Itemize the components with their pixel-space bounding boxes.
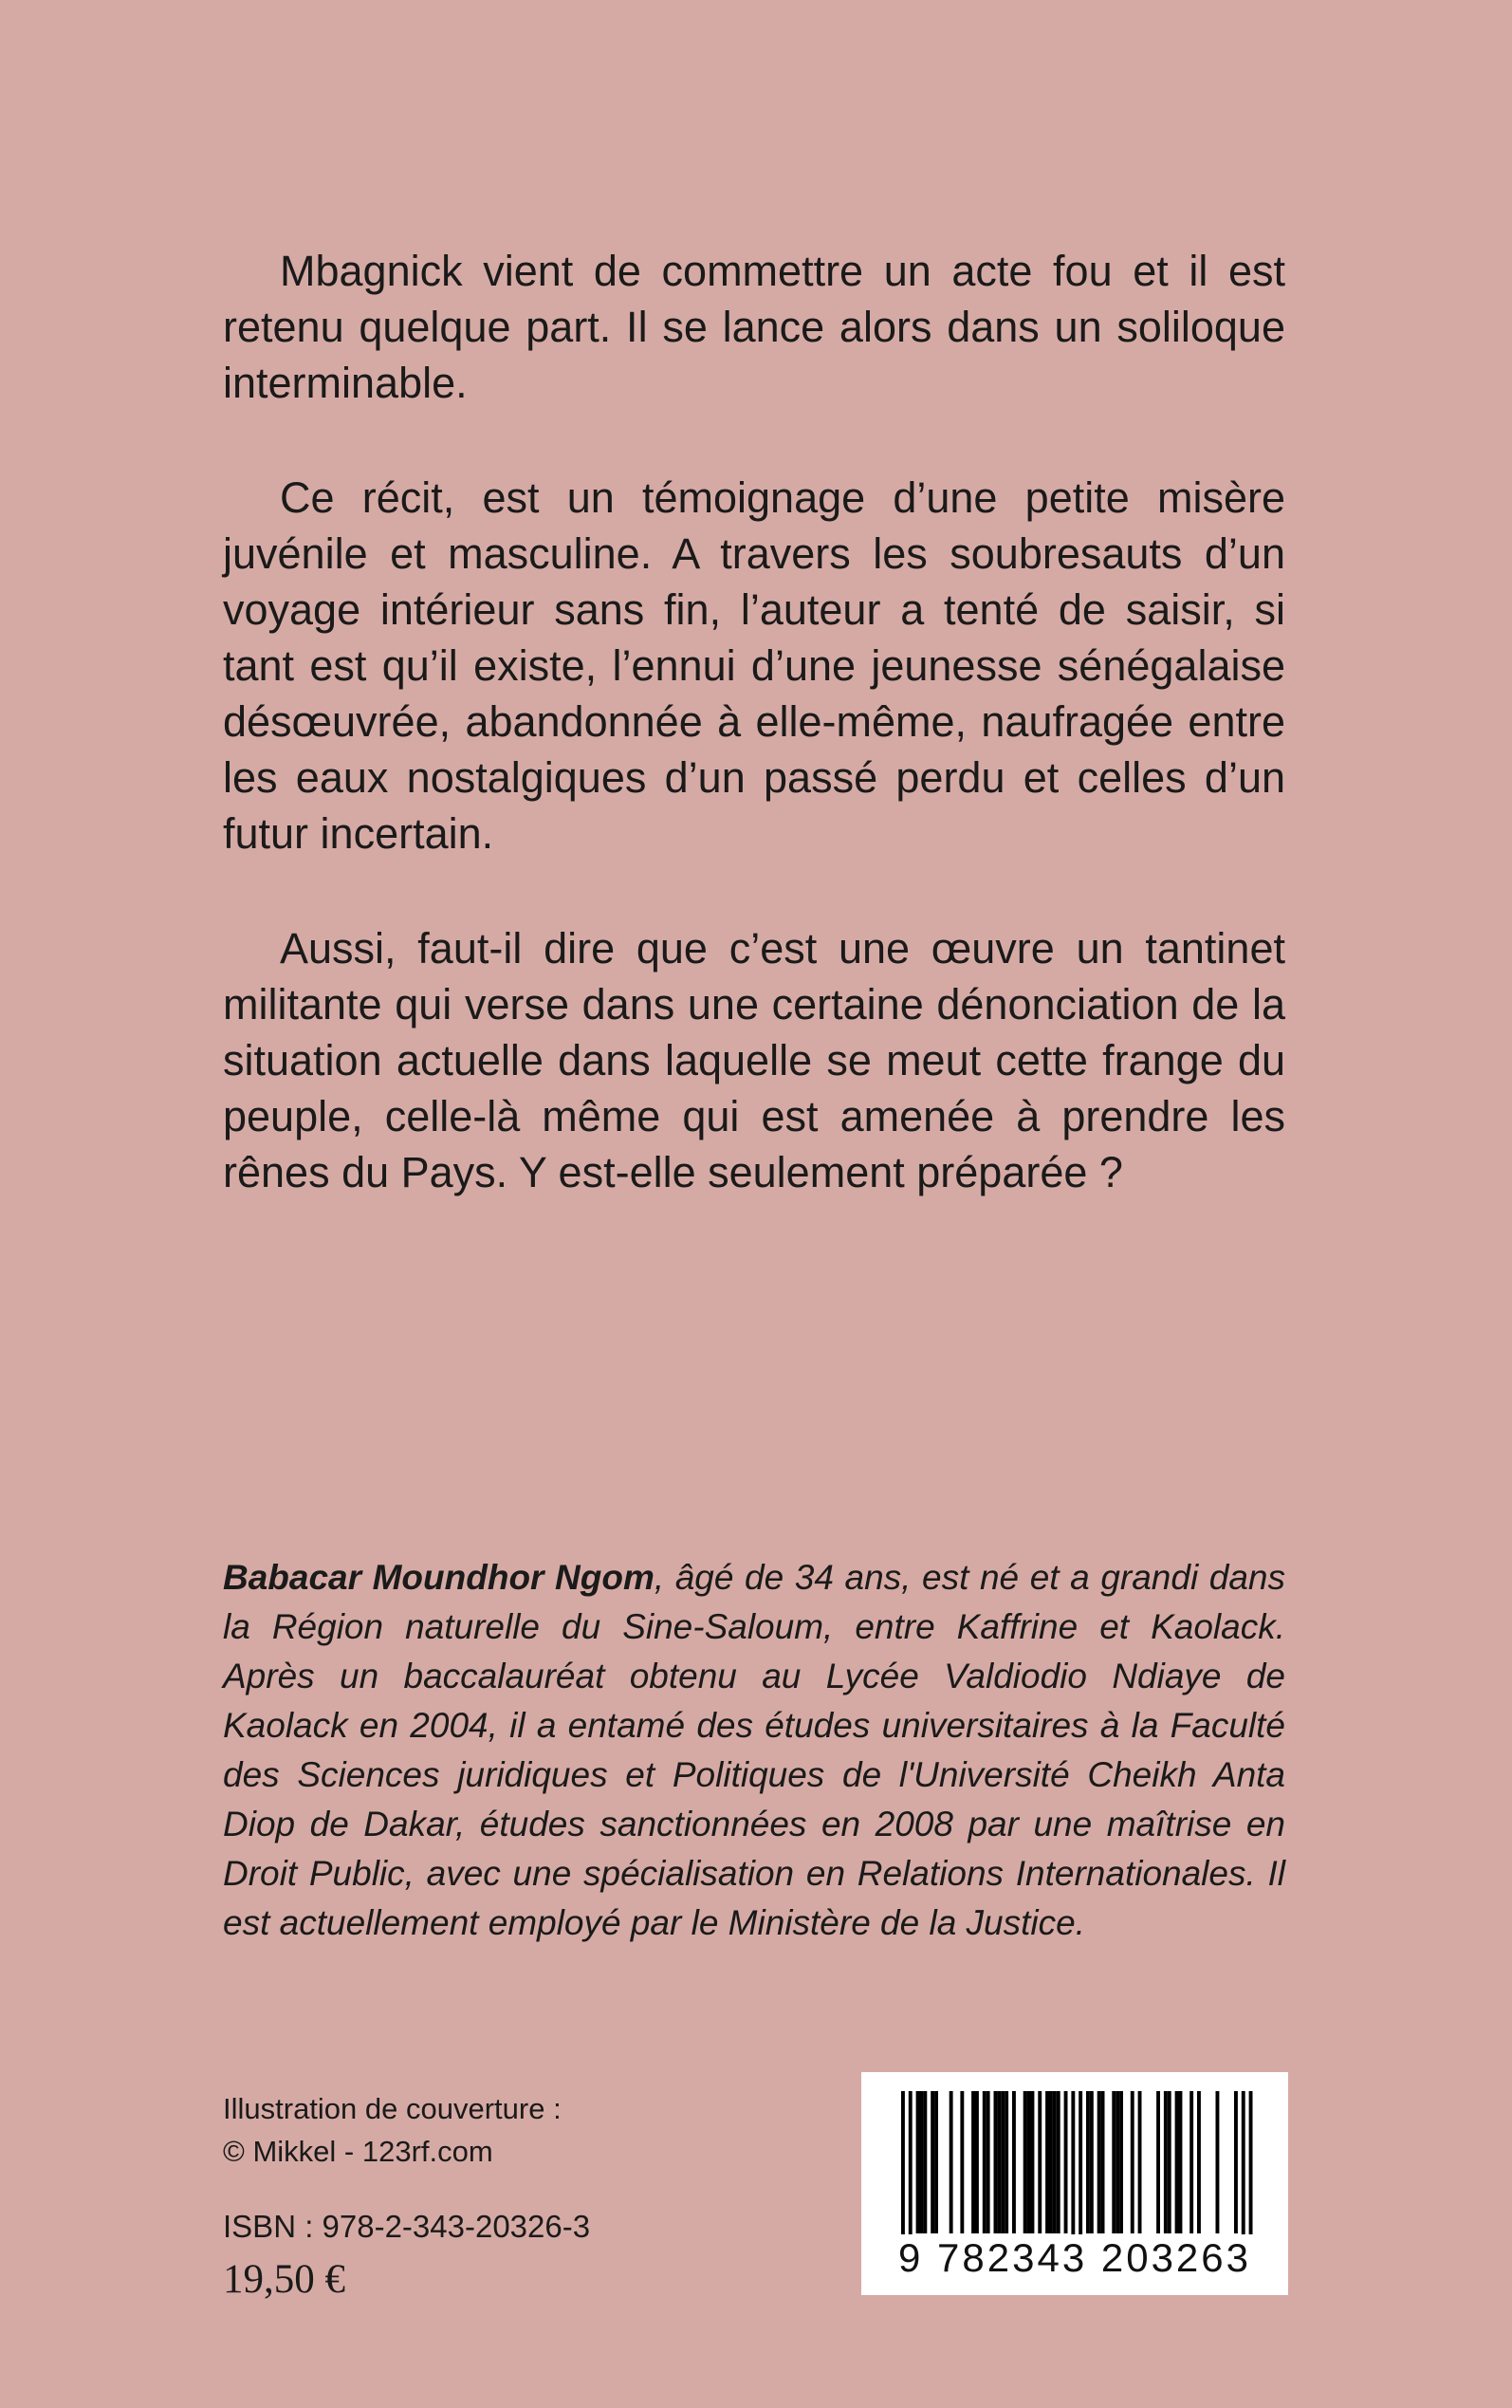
barcode-bar xyxy=(923,2091,927,2233)
barcode-bar xyxy=(1156,2091,1160,2233)
barcode-bar xyxy=(1031,2091,1035,2233)
barcode-bar xyxy=(1053,2091,1057,2233)
barcode-bar xyxy=(960,2091,964,2233)
price-text: 19,50 € xyxy=(223,2257,345,2302)
barcode-bar xyxy=(1045,2091,1049,2233)
blurb-paragraph-2: Ce récit, est un témoignage d’une petite misère juvénile et masculine. A travers les soubresauts d’un voyage intérieur sans fin, l’auteur a tenté de saisir, si tant est qu’il existe, l’ennui d’une jeunesse sénégalaise désœuvrée, abandonnée à elle-même, naufragée entre les eaux nostalgiques d’un passé perdu et celles d’un futur incertain. xyxy=(223,473,1285,858)
author-bio xyxy=(223,1553,1285,1948)
barcode-bar xyxy=(1131,2091,1134,2233)
barcode-bar xyxy=(1175,2091,1179,2233)
barcode-bar xyxy=(983,2091,986,2233)
barcode-bar xyxy=(975,2091,979,2233)
barcode-bar xyxy=(1023,2091,1027,2233)
back-cover-blurb xyxy=(223,243,1285,1259)
barcode-bar xyxy=(931,2091,934,2233)
isbn-text: ISBN : 978-2-343-20326-3 xyxy=(223,2209,591,2244)
author-bio-text: , âgé de 34 ans, est né et a grandi dans la Région naturelle du Sine-Saloum, entre Kaffrine et Kaolack. Après un baccalauréat obtenu au Lycée Valdiodio Ndiaye de Kaolack en 2004, il a entamé des études universitaires à la Faculté des Sciences juridiques et Politiques de l'Université Cheikh Anta Diop de Dakar, études sanctionnées en 2008 par une maîtrise en Droit Public, avec une spécialisation en Relations Internationales. Il est actuellement employé par le Ministère de la Justice. xyxy=(223,1558,1285,1942)
barcode-bar xyxy=(1064,2091,1068,2233)
barcode-bar xyxy=(1001,2091,1005,2233)
barcode-bar xyxy=(1216,2091,1220,2233)
barcode-bar xyxy=(934,2091,938,2233)
barcode-bar xyxy=(1012,2091,1016,2233)
barcode-bar xyxy=(916,2091,920,2233)
barcode-bar xyxy=(1112,2091,1116,2233)
barcode-bar xyxy=(1189,2091,1193,2233)
credit-source: © Mikkel - 123rf.com xyxy=(223,2135,493,2168)
barcode-bar xyxy=(1097,2091,1101,2233)
barcode-bar xyxy=(1138,2091,1142,2233)
barcode-bar xyxy=(1101,2091,1105,2233)
barcode-bar xyxy=(997,2091,1001,2233)
barcode-bar xyxy=(1005,2091,1008,2233)
blurb-paragraph-3: Aussi, faut-il dire que c’est une œuvre un tantinet militante qui verse dans une certaine dénonciation de la situation actuelle dans laquelle se meut cette frange du peuple, celle-là même qui est amenée à prendre les rênes du Pays. Y est-elle seulement préparée ? xyxy=(223,924,1285,1196)
barcode-bar xyxy=(1197,2091,1201,2233)
barcode-box xyxy=(861,2072,1288,2295)
barcode-bar xyxy=(1027,2091,1031,2233)
barcode-bar xyxy=(950,2091,953,2233)
blurb-paragraph-1: Mbagnick vient de commettre un acte fou et il est retenu quelque part. Il se lance alors dans un soliloque interminable. xyxy=(223,247,1285,407)
cover-illustration-credit xyxy=(223,2087,562,2173)
credit-label: Illustration de couverture : xyxy=(223,2092,562,2125)
barcode-bar xyxy=(986,2091,990,2233)
barcode-bar xyxy=(920,2091,924,2233)
barcode-bar xyxy=(1179,2091,1183,2233)
barcode-bar xyxy=(1119,2091,1123,2233)
author-name: Babacar Moundhor Ngom xyxy=(223,1558,655,1597)
barcode-bar xyxy=(994,2091,998,2233)
barcode-bar xyxy=(1038,2091,1042,2233)
barcode-bar xyxy=(1049,2091,1053,2233)
barcode-bar xyxy=(1086,2091,1090,2233)
barcode-bar xyxy=(971,2091,975,2233)
barcode-bar xyxy=(1234,2091,1238,2233)
barcode-bar xyxy=(1168,2091,1171,2233)
barcode-bar xyxy=(1057,2091,1060,2233)
barcode-bar xyxy=(1116,2091,1119,2233)
barcode-bar xyxy=(1164,2091,1168,2233)
barcode-digits: 9 782343 203263 xyxy=(880,2234,1269,2282)
barcode-bar xyxy=(1090,2091,1094,2233)
